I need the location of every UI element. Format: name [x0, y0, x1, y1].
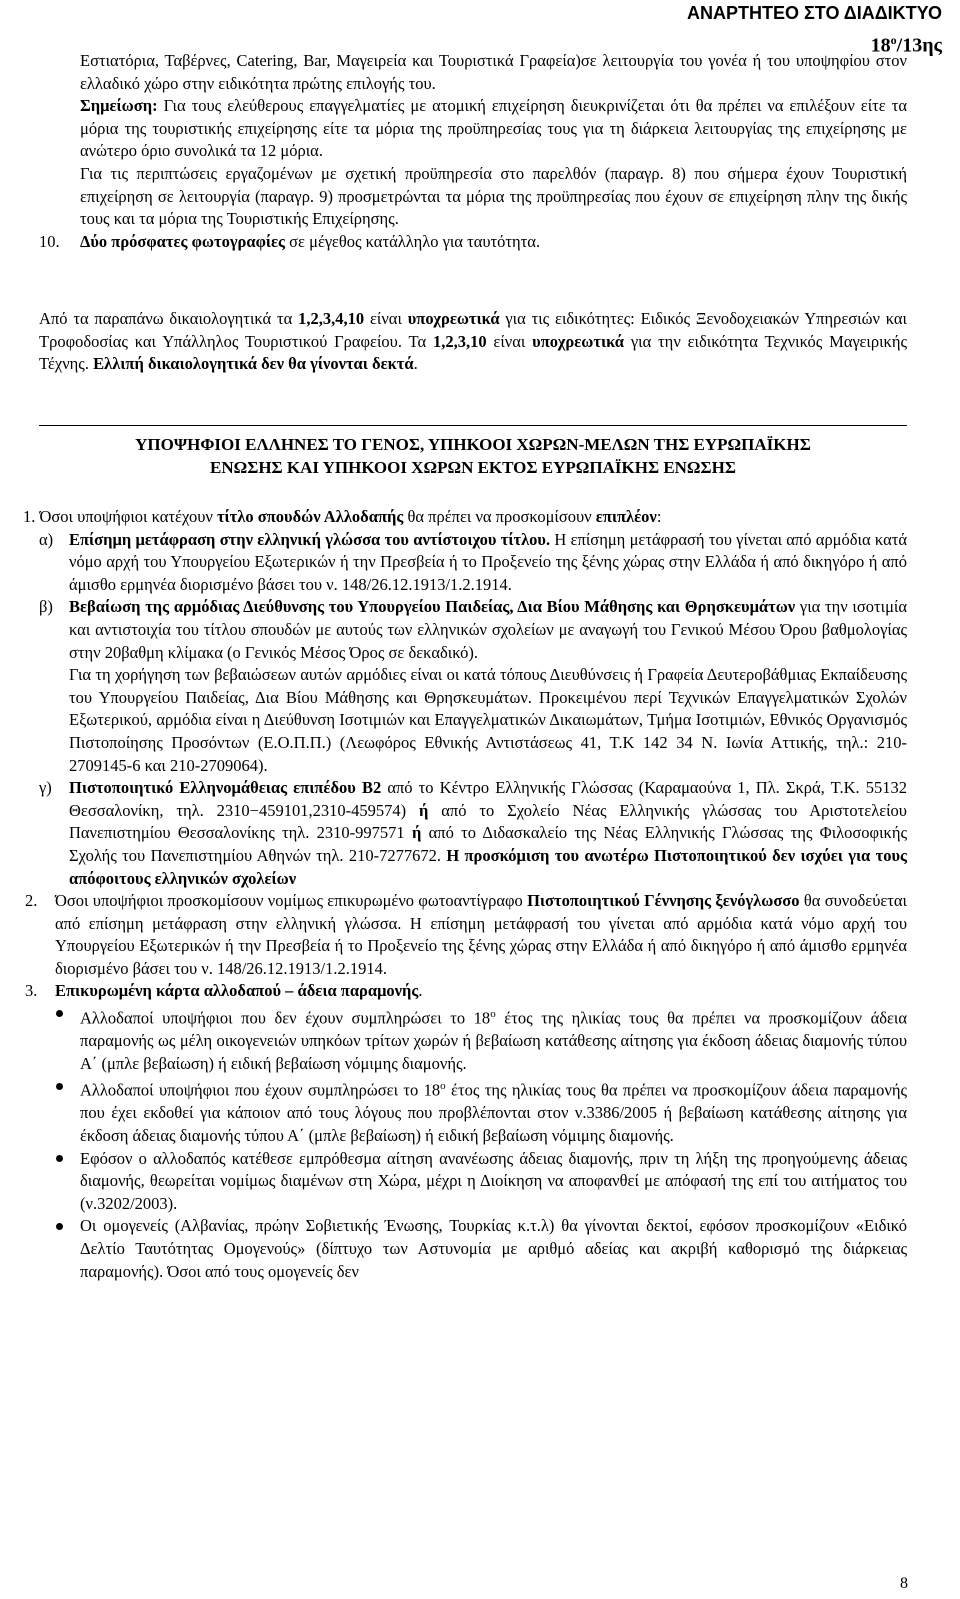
list-item-10: 10. Δύο πρόσφατες φωτογραφίες σε μέγεθος κατάλληλο για ταυτότητα. — [39, 231, 541, 251]
section-divider — [39, 425, 907, 426]
summary-paragraph: Από τα παραπάνω δικαιολογητικά τα 1,2,3,4,10 είναι υποχρεωτικά για τις ειδικότητες: Ειδικός Ξενοδοχειακών Υπηρεσιών και Τροφοδοσίας και Υπάλληλος Τουριστικού Γραφείου. Τα 1,2,3,10 είναι υποχρεωτικά για την ειδικότητα Τεχνικός Μαγειρικής Τέχνης. Ελλιπή δικαιολογητικά δεν θα γίνονται δεκτά. — [39, 309, 907, 374]
bullet-item-3: Εφόσον ο αλλοδαπός κατέθεσε εμπρόθεσμα αίτηση ανανέωσης άδειας διαμονής, πριν τη λήξη της προηγούμενης άδειας διαμονής, θεωρείται νομίμως διαμένων στη Χώρα, μέχρι η Διοίκηση να αποφανθεί με απόφασή της επί του αιτήματος του (ν.3202/2003). — [39, 1148, 907, 1216]
bullet-icon — [56, 1010, 63, 1017]
bullet-item-4: Οι ομογενείς (Αλβανίας, πρώην Σοβιετικής Ένωσης, Τουρκίας κ.τ.λ) θα γίνονται δεκτοί, εφόσον προσκομίζουν «Ειδικό Δελτίο Ταυτότητας Ομογενούς» (δίπτυχο των Αστυνομία με αριθμό αδείας και ακριβή καθορισμό της διάρκειας παραμονής). Όσοι από τους ομογενείς δεν — [39, 1215, 907, 1283]
intro-paragraph-3: Για τις περιπτώσεις εργαζομένων με σχετική προϋπηρεσία στο παρελθόν (παραγρ. 8) που σήμερα έχουν Τουριστική επιχείρηση σε λειτουργία (παραγρ. 9) προσμετρώνται τα μόρια της προϋπηρεσίας που έχουν σε επιχείρηση πλην της δικής τους και τα μόρια της Τουριστικής Επιχείρησης. — [80, 163, 907, 229]
list-item-1: 1. Όσοι υποψήφιοι κατέχουν τίτλο σπουδών Αλλοδαπής θα πρέπει να προσκομίσουν επιπλέον: — [23, 507, 662, 526]
page-number: 8 — [900, 1575, 908, 1592]
section-heading-line1: ΥΠΟΨΗΦΙΟΙ ΕΛΛΗΝΕΣ ΤΟ ΓΕΝΟΣ, ΥΠΗΚΟΟΙ ΧΩΡΩΝ-ΜΕΛΩΝ ΤΗΣ ΕΥΡΩΠΑΪΚΗΣ — [135, 435, 811, 454]
bullet-icon — [56, 1083, 63, 1090]
header-line1: ΑΝΑΡΤΗΤΕΟ ΣΤΟ ΔΙΑΔΙΚΤΥΟ — [687, 3, 942, 23]
list-item-3: 3. Επικυρωμένη κάρτα αλλοδαπού – άδεια παραμονής. — [25, 981, 423, 1001]
section-heading — [39, 433, 907, 479]
bullet-icon — [56, 1155, 63, 1162]
list-item-2: 2. Όσοι υποψήφιοι προσκομίσουν νομίμως επικυρωμένο φωτοαντίγραφο Πιστοποιητικού Γέννησης ξενόγλωσσο θα συνοδεύεται από επίσημη μετάφραση στην ελληνική γλώσσα. Η επίσημη μετάφρασή του γίνεται από αρμόδια κατά νόμο αρχή του Υπουργείου Εξωτερικών ή την Πρεσβεία ή το Προξενείο της ξένης χώρας στην Ελλάδα ή από δικηγόρο ή από άμισθο ερμηνέα διορισμένο βάσει του ν. 148/26.12.1913/1.2.1914. — [25, 891, 908, 978]
item1-gamma: γ) Πιστοποιητικό Ελληνομάθειας επιπέδου Β2 από το Κέντρο Ελληνικής Γλώσσας (Καραμαούνα 1, Πλ. Σκρά, Τ.Κ. 55132 Θεσσαλονίκη, τηλ. 2310−459101,2310-459574) ή από το Σχολείο Νέας Ελληνικής γλώσσας του Αριστοτελείου Πανεπιστημίου Θεσσαλονίκης τηλ. 2310-997571 ή από το Διδασκαλείο της Νέας Ελληνικής Γλώσσας της Φιλοσοφικής Σχολής του Πανεπιστημίου Αθηνών τηλ. 210-7277672. Η προσκόμιση του ανωτέρω Πιστοποιητικού δεν ισχύει για τους απόφοιτους ελληνικών σχολείων — [39, 778, 907, 888]
intro-note: Σημείωση: Για τους ελεύθερους επαγγελματίες με ατομική επιχείρηση διευκρινίζεται ότι θα πρέπει να επιλέξουν είτε τα μόρια της τουριστικής επιχείρησης είτε τα μόρια της προϋπηρεσίας τους για τη διάρκεια λειτουργίας της επιχείρησης με ανώτερο όριο συνολικά τα 12 μόρια. — [80, 96, 907, 161]
bullet-item-2: Αλλοδαποί υποψήφιοι που έχουν συμπληρώσει το $18^o$ έτος της ηλικίας τους θα πρέπει να προσκομίζουν άδεια παραμονής που έχει εκδοθεί για κάποιον από τους λόγους που προβλέπονται στον ν.3386/2005 ή βεβαίωση κατάθεσης αίτησης για έκδοση άδειας διαμονής τύπου Α΄ (μπλε βεβαίωση) ή ειδική βεβαίωση νόμιμης διαμονής. — [39, 1075, 907, 1147]
intro-block — [39, 50, 907, 253]
item1-alpha: α) Επίσημη μετάφραση στην ελληνική γλώσσα του αντίστοιχου τίτλου. Η επίσημη μετάφρασή του γίνεται από αρμόδια κατά νόμο αρχή του Υπουργείου Εξωτερικών ή την Πρεσβεία ή το Προξενείο της ξένης χώρας στην Ελλάδα ή από δικηγόρο ή από άμισθο ερμηνέα διορισμένο βάσει του ν. 148/26.12.1913/1.2.1914. — [39, 529, 908, 594]
summary-block — [39, 308, 907, 376]
section-heading-line2: ΕΝΩΣΗΣ ΚΑΙ ΥΠΗΚΟΟΙ ΧΩΡΩΝ ΕΚΤΟΣ ΕΥΡΩΠΑΪΚΗΣ ΕΝΩΣΗΣ — [209, 458, 736, 477]
intro-paragraph-1: Εστιατόρια, Ταβέρνες, Catering, Bar, Μαγειρεία και Τουριστικά Γραφεία)σε λειτουργία του γονέα ή του υποψηφίου στον ελλαδικό χώρο στην ειδικότητα πρώτης επιλογής του. — [80, 51, 907, 93]
item1-beta-note: Για τη χορήγηση των βεβαιώσεων αυτών αρμόδιες είναι οι κατά τόπους Διευθύνσεις ή Γραφεία Δευτεροβάθμιας Εκπαίδευσης του Υπουργείου Παιδείας, Δια Βίου Μάθησης και Θρησκευμάτων. Προκειμένου περί Τεχνικών Επαγγελματικών Σχολών Εξωτερικού, αρμόδια είναι η Διεύθυνση Ισοτιμιών και Επαγγελματικών Δικαιωμάτων, Τμήμα Ισοτιμιών, Εθνικός Οργανισμός Πιστοποίησης Προσόντων (Ε.Ο.Π.Π.) (Λεωφόρος Εθνικής Αντιστάσεως 41, Τ.Κ 142 34 Ν. Ιωνία Αττικής, τηλ.: 210-2709145-6 και 210-2709064). — [69, 665, 907, 775]
bullet-item-1: Αλλοδαποί υποψήφιοι που δεν έχουν συμπληρώσει το $18^o$ έτος της ηλικίας τους θα πρέπει να προσκομίζουν άδεια παραμονής ως μέλη οικογενειών υπηκόων τρίτων χωρών ή βεβαίωση κατάθεσης αίτησης για έκδοση άδειας διαμονής τύπου Α΄ (μπλε βεβαίωση) ή ειδική βεβαίωση νόμιμης διαμονής. — [39, 1003, 907, 1075]
requirements-list — [23, 506, 908, 1283]
bullet-icon — [56, 1223, 63, 1230]
item1-beta: β) Βεβαίωση της αρμόδιας Διεύθυνσης του Υπουργείου Παιδείας, Δια Βίου Μάθησης και Θρησκευμάτων για την ισοτιμία και αντιστοιχία του τίτλου σπουδών με αυτούς των ελληνικών σχολείων με αναγωγή του Γενικού Μέσου Όρου βαθμολογίας στην 20βαθμη κλίμακα (ο Γενικός Μέσος Όρος σε δεκαδικό). Για τη χορήγηση των βεβαιώσεων αυτών αρμόδιες είναι οι κατά τόπους Διευθύνσεις ή Γραφεία Δευτεροβάθμιας Εκπαίδευσης του Υπουργείου Παιδείας, Δια Βίου Μάθησης και Θρησκευμάτων. Προκειμένου περί Τεχνικών Επαγγελματικών Σχολών Εξωτερικού, αρμόδια είναι η Διεύθυνση Ισοτιμιών και Επαγγελματικών Δικαιωμάτων, Τμήμα Ισοτιμιών, Εθνικός Οργανισμός Πιστοποίησης Προσόντων (Ε.Ο.Π.Π.) (Λεωφόρος Εθνικής Αντιστάσεως 41, Τ.Κ 142 34 Ν. Ιωνία Αττικής, τηλ.: 210-2709145-6 και 210-2709064). — [39, 596, 907, 777]
header-line2: $18^o/13\eta\varsigma$ — [870, 33, 942, 57]
